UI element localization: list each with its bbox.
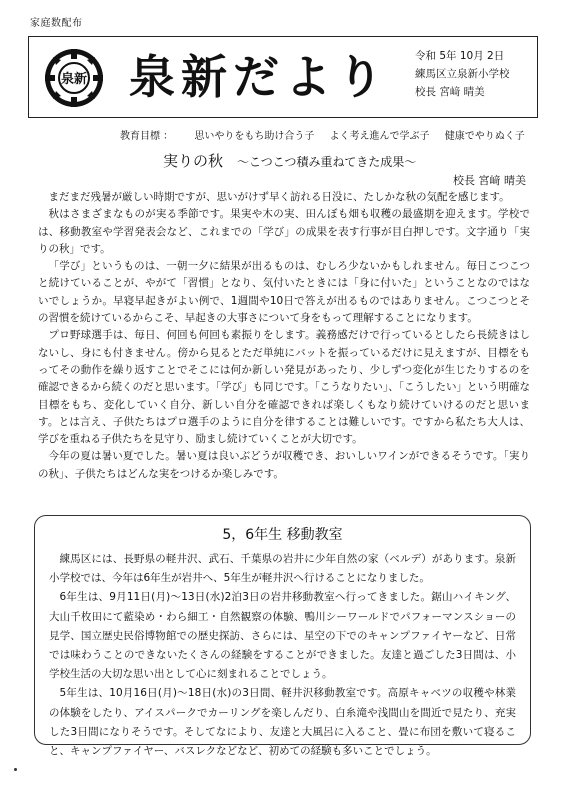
school-name: 練馬区立泉新小学校 — [415, 68, 510, 80]
box-paragraph: 練馬区には、長野県の軽井沢、武石、千葉県の岩井に少年自然の家（ベルデ）があります。泉新小学校では、今年は6年生が岩井へ、5年生が軽井沢へ行けることになりました。 — [49, 553, 516, 585]
article-paragraph: プロ野球選手は、毎日、何回も何回も素振りをします。義務感だけで行っているとしたら長続きはしないし、身にも付きません。傍から見るとただ単純にバットを振っているだけに見えますが、目標をもってその動作を繰り返すことでそこには何か新しい発見があったり、少しずつ変化が生じたりするのを確認できるから続くのだと思います。「学び」も同じです。「こうなりたい」、「こうしたい」という明確な目標をもち、変化していく自分、新しい自分を確認できれば楽しくもなり続けていけるのだと思います。とは言え、子供たちはプロ選手のように自分を律することは難しいです。ですから私たち大人は、学びを重ねる子供たちを見守り、励まし続けていくことが大切です。 — [38, 329, 530, 446]
newsletter-header — [28, 36, 538, 118]
goal-item: 健康でやりぬく子 — [444, 131, 525, 142]
article-title-line — [38, 150, 530, 173]
svg-text:泉新: 泉新 — [60, 72, 88, 87]
principal-article — [38, 150, 530, 483]
field-trip-box — [34, 515, 531, 758]
newsletter-title: 泉新だより — [129, 50, 389, 104]
goal-item: 思いやりをもち助け合う子 — [194, 131, 315, 142]
article-author: 校長 宮﨑 晴美 — [453, 174, 526, 187]
article-paragraph: 今年の夏は暑い夏でした。暑い夏は良いぶどうが収穫でき、おいしいワインができるそうです。「実りの秋」、子供たちはどんな実をつけるか楽しみです。 — [38, 450, 530, 480]
article-paragraph: 秋はさまざまなものが実る季節です。果実や木の実、田んぼも畑も収穫の最盛期を迎えます。学校では、移動教室や学習発表会など、これまでの「学び」の成果を表す行事が目白押しです。文字通り「実りの秋」です。 — [38, 208, 530, 255]
page-mark — [14, 768, 17, 771]
article-paragraph: 「学び」というものは、一朝一夕に結果が出るものは、むしろ少ないかもしれません。毎日こつこつと続けていることが、やがて「習慣」となり、気付いたときには「身に付いた」ということなのではないでしょうか。早寝早起きがよい例で、1週間や10日で答えが出るものではありません。こつこつとその習慣を続けているからこそ、早起きの大事さについて身をもって理解することになります。 — [38, 260, 530, 325]
header-info — [415, 47, 510, 101]
box-paragraph: 5年生は、10月16日(月)～18日(水)の3日間、軽井沢移動教室です。高原キャベツの収穫や林業の体験をしたり、アイスパークでカーリングを楽しんだり、白糸滝や浅間山を間近で見たり、充実した3日間になりそうです。そしてなにより、友達と大風呂に入ること、畳に布団を敷いて寝ること、キャンプファイヤー、バスレクなどなど、初めての経験も多いことでしょう。 — [49, 687, 516, 758]
article-title: 実りの秋 — [163, 152, 224, 170]
issue-date: 令和 5年 10月 2日 — [415, 50, 505, 62]
box-title: 5，6年生 移動教室 — [222, 527, 343, 543]
principal-name: 校長 宮﨑 晴美 — [415, 86, 485, 98]
distribution-label: 家庭数配布 — [30, 18, 83, 29]
article-paragraph: まだまだ残暑が厳しい時期ですが、思いがけず早く訪れる日没に、たしかな秋の気配を感じます。 — [48, 191, 510, 203]
article-subtitle: ～こつこつ積み重ねてきた成果～ — [237, 155, 417, 169]
school-emblem-icon — [43, 47, 105, 109]
goal-item: よく考え進んで学ぶ子 — [329, 131, 430, 142]
education-goals — [120, 127, 537, 142]
goals-heading: 教育目標 ： — [120, 131, 174, 142]
box-paragraph: 6年生は、9月11日(月)～13日(水)2泊3日の岩井移動教室へ行ってきました。鋸山ハイキング、大山千枚田にて藍染め・わら細工・自然観察の体験、鴨川シーワールドでパフォーマンスショーの見学、国立歴史民俗博物館での歴史探訪、さらには、星空の下でのキャンプファイヤーなど、日常では味わうことのできないたくさんの経験をすることができました。友達と過ごした3日間は、小学校生活の大切な思い出として心に刻まれることでしょう。 — [49, 591, 516, 681]
